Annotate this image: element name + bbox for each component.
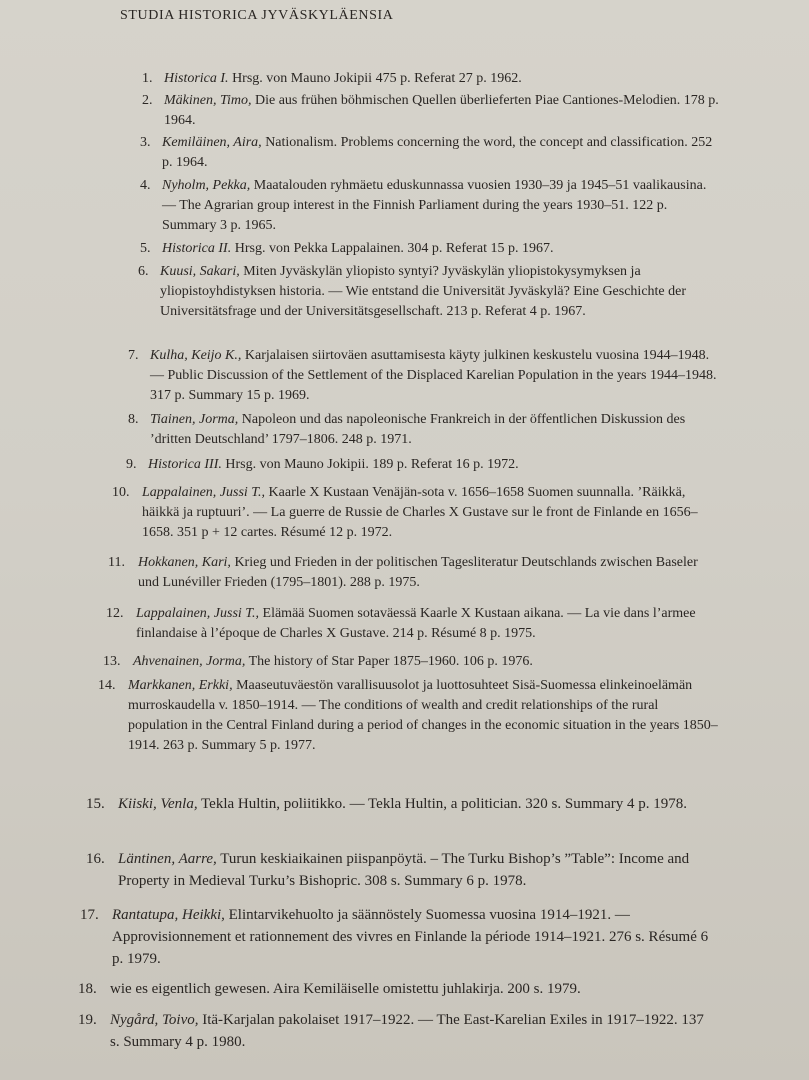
list-item: 4. Nyholm, Pekka, Maatalouden ryhmäetu eduskunnassa vuosien 1930–39 ja 1945–51 vaalikausina. — The Agrarian group interest in the Finnish Parliament during the years 1930–51. 122 p. Summary 3 p. 1965.	[140, 178, 707, 233]
list-item: 7. Kulha, Keijo K., Karjalaisen siirtoväen asuttamisesta käyty julkinen keskustelu vuosina 1944–1948. — Public Discussion of the Settlement of the Displaced Karelian Population in the years 1944–1948. 317 p. Summary 15 p. 1969.	[128, 348, 717, 403]
list-item: 12. Lappalainen, Jussi T., Elämää Suomen sotaväessä Kaarle X Kustaan aikana. — La vie dans l’armee finlandaise à l’époque de Charles X Gustave. 214 p. Résumé 8 p. 1975.	[106, 606, 696, 641]
list-item: 1. Historica I. Hrsg. von Mauno Jokipii 475 p. Referat 27 p. 1962.	[142, 71, 522, 86]
list-item: 11. Hokkanen, Kari, Krieg und Frieden in der politischen Tagesliteratur Deutschlands zwischen Baseler und Lunéviller Frieden (1795–1801). 288 p. 1975.	[108, 555, 698, 590]
list-item: 8. Tiainen, Jorma, Napoleon und das napoleonische Frankreich in der öffentlichen Diskussion des ’dritten Deutschland’ 1797–1806. 248 p. 1971.	[128, 412, 686, 447]
list-item: 2. Mäkinen, Timo, Die aus frühen böhmischen Quellen überlieferten Piae Cantiones-Melodien. 178 p. 1964.	[142, 93, 719, 128]
list-item: 9. Historica III. Hrsg. von Mauno Jokipii. 189 p. Referat 16 p. 1972.	[126, 457, 519, 472]
list-item: 17. Rantatupa, Heikki, Elintarvikehuolto ja säännöstely Suomessa vuosina 1914–1921. — Approvisionnement et rationnement des vivres en Finlande la période 1914–1921. 276 s. Résumé 6 p. 1979.	[80, 907, 709, 967]
list-item: 15. Kiiski, Venla, Tekla Hultin, poliitikko. — Tekla Hultin, a politician. 320 s. Summary 4 p. 1978.	[86, 796, 687, 812]
list-item: 5. Historica II. Hrsg. von Pekka Lappalainen. 304 p. Referat 15 p. 1967.	[140, 241, 554, 256]
list-item: 14. Markkanen, Erkki, Maaseutuväestön varallisuusolot ja luottosuhteet Sisä-Suomessa elinkeinoelämän murroskaudella v. 1850–1914. — The conditions of wealth and credit relationships of the rural population in the Central Finland during a period of changes in the economic situation in the years 1850–1914. 263 p. Summary 5 p. 1977.	[98, 678, 718, 753]
list-item: 13. Ahvenainen, Jorma, The history of Star Paper 1875–1960. 106 p. 1976.	[103, 654, 533, 669]
list-item: 6. Kuusi, Sakari, Miten Jyväskylän yliopisto syntyi? Jyväskylän yliopistokysymyksen ja yliopistoyhdistyksen historia. — Wie entstand die Universität Jyväskylä? Eine Geschichte der Universitätsfrage und der Universitätsgesellschaft. 213 p. Referat 4 p. 1967.	[138, 264, 687, 319]
series-header: STUDIA HISTORICA JYVÄSKYLÄENSIA	[120, 8, 394, 23]
list-item: 10. Lappalainen, Jussi T., Kaarle X Kustaan Venäjän-sota v. 1656–1658 Suomen suunnalla. ’Räikkä, häikkä ja ruptuuri’. — La guerre de Russie de Charles X Gustave sur le front de Finlande en 1656–1658. 351 p + 12 cartes. Résumé 12 p. 1972.	[112, 485, 698, 540]
list-item: 18. wie es eigentlich gewesen. Aira Kemiläiselle omistettu juhlakirja. 200 s. 1979.	[78, 981, 581, 997]
list-item: 16. Läntinen, Aarre, Turun keskiaikainen piispanpöytä. – The Turku Bishop’s ”Table”: Income and Property in Medieval Turku’s Bishopric. 308 s. Summary 6 p. 1978.	[86, 851, 690, 889]
list-item: 19. Nygård, Toivo, Itä-Karjalan pakolaiset 1917–1922. — The East-Karelian Exiles in 1917–1922. 137 s. Summary 4 p. 1980.	[78, 1012, 704, 1050]
list-item: 3. Kemiläinen, Aira, Nationalism. Problems concerning the word, the concept and classification. 252 p. 1964.	[140, 135, 713, 170]
